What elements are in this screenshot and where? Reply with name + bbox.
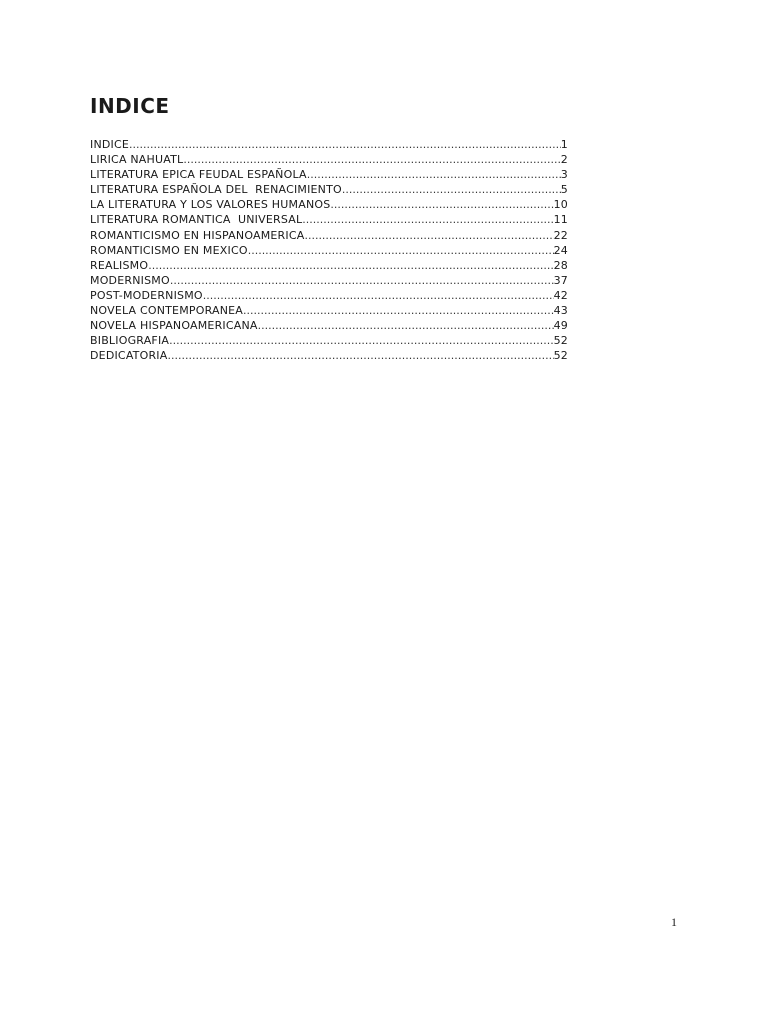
toc-entry[interactable] [90,333,568,348]
toc-dot-leader [129,137,561,152]
toc-entry-label: NOVELA CONTEMPORANEA [90,304,244,318]
toc-entry-page: 22 [553,228,568,242]
toc-entry-label: ROMANTICISMO EN MEXICO [90,243,248,257]
toc-entry-label: LITERATURA ROMANTICA UNIVERSAL [90,213,303,227]
toc-dot-leader [167,348,553,363]
toc-entry-label: DEDICATORIA [90,349,168,363]
toc-entry-label: ROMANTICISMO EN HISPANOAMERICA [90,228,305,242]
toc-entry-label: MODERNISMO [90,273,170,287]
toc-entry-label: NOVELA HISPANOAMERICANA [90,319,258,333]
toc-entry-page: 3 [560,168,568,182]
toc-entry-label: REALISMO [90,258,149,272]
toc-entry-page: 1 [560,138,568,151]
toc-entry-label: INDICE [90,138,130,151]
toc-entry-page: 5 [560,183,568,197]
toc-entry[interactable] [90,318,568,333]
toc-entry[interactable] [90,137,568,152]
toc-dot-leader [302,212,553,227]
toc-dot-leader [203,288,554,303]
toc-entry-page: 10 [553,198,568,212]
toc-entry-page: 52 [553,349,568,363]
page-title: INDICE [90,94,170,118]
toc-entry[interactable] [90,182,568,197]
toc-dot-leader [307,167,561,182]
toc-dot-leader [342,182,561,197]
page-number: 1 [671,915,677,929]
table-of-contents [90,137,568,363]
toc-entry[interactable] [90,243,568,258]
toc-entry-page: 52 [553,334,568,348]
toc-entry-page: 2 [560,153,568,167]
toc-dot-leader [304,228,553,243]
toc-entry[interactable] [90,152,568,167]
toc-dot-leader [243,303,554,318]
toc-entry-label: POST-MODERNISMO [90,288,203,302]
toc-entry-label: LIRICA NAHUATL [90,153,184,167]
toc-entry-label: BIBLIOGRAFIA [90,334,170,348]
toc-dot-leader [169,333,553,348]
toc-dot-leader [148,258,553,273]
toc-entry-page: 37 [553,273,568,287]
toc-entry[interactable] [90,303,568,318]
toc-entry[interactable] [90,228,568,243]
toc-entry[interactable] [90,288,568,303]
toc-dot-leader [258,318,554,333]
toc-dot-leader [330,197,553,212]
toc-entry-page: 43 [553,304,568,318]
toc-dot-leader [170,273,554,288]
toc-entry-page: 49 [553,319,568,333]
toc-entry[interactable] [90,212,568,227]
toc-dot-leader [183,152,560,167]
toc-entry-label: LITERATURA ESPAÑOLA DEL RENACIMIENTO [90,183,342,197]
toc-entry-label: LA LITERATURA Y LOS VALORES HUMANOS [90,198,331,212]
toc-entry[interactable] [90,167,568,182]
toc-entry-page: 42 [553,288,568,302]
toc-entry[interactable] [90,348,568,363]
toc-entry-label: LITERATURA EPICA FEUDAL ESPAÑOLA [90,168,307,182]
toc-entry[interactable] [90,197,568,212]
toc-entry-page: 24 [553,243,568,257]
toc-entry[interactable] [90,273,568,288]
toc-entry-page: 28 [553,258,568,272]
toc-entry-page: 11 [553,213,568,227]
toc-dot-leader [248,243,554,258]
toc-entry[interactable] [90,258,568,273]
